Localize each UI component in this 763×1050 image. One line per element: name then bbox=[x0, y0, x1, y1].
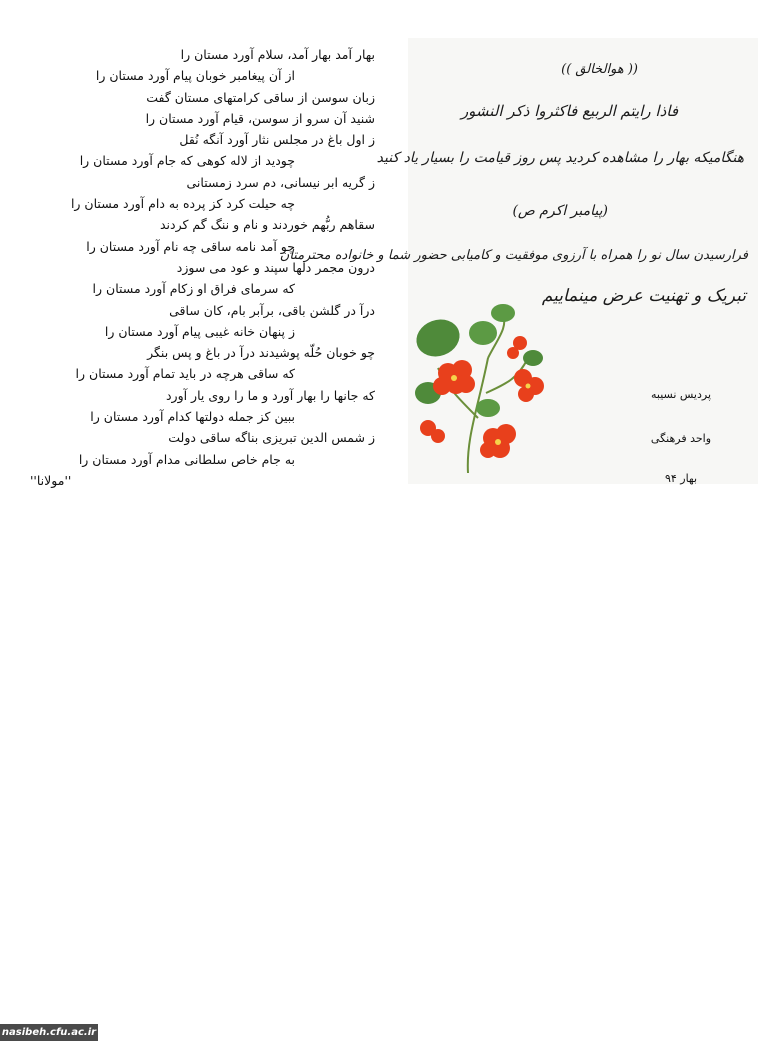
card-verse: فاذا رایتم الربیع فاکثروا ذکر النشور bbox=[460, 102, 678, 120]
poem-line: چه حیلت کرد کز پرده به دام آورد مستان را bbox=[70, 196, 295, 212]
card-congrats: تبریک و تهنیت عرض مینماییم bbox=[541, 286, 746, 306]
poem-line: چو آمد نامه ساقی چه نام آورد مستان را bbox=[86, 238, 295, 254]
nasturtium-flower-illustration bbox=[408, 298, 563, 478]
poem-line: ز گریه ابر نیسانی، دم سرد زمستانی bbox=[186, 174, 375, 190]
poem-line: شنید آن سرو از سوسن، قیام آورد مستان را bbox=[145, 110, 375, 126]
poem-line: درون مجمر دلها سپند و عود می سوزد bbox=[176, 259, 375, 275]
poem-line: ز شمس الدین تبریزی بناگه ساقی دولت bbox=[168, 430, 375, 446]
signature-date: بهار ۹۴ bbox=[664, 472, 698, 485]
poem-line: درآ در گلشن باقی، برآبر بام، کان ساقی bbox=[169, 302, 375, 318]
poem-line: از آن پیغامبر خوبان پیام آورد مستان را bbox=[95, 68, 295, 84]
poem-line: ببین کز جمله دولتها کدام آورد مستان را bbox=[90, 409, 295, 425]
poem-line: بهار آمد بهار آمد، سلام آورد مستان را bbox=[180, 47, 375, 62]
signature-name: پردیس نسیبه bbox=[650, 388, 712, 401]
poem-line: که ساقی هرچه در باید تمام آورد مستان را bbox=[75, 366, 295, 382]
poem-line: سقاهم ربُّهم خوردند و نام و ننگ گم کردند bbox=[160, 217, 375, 233]
card-wish: فرارسیدن سال نو را همراه با آرزوی موفقیت و کامیابی حضور شما و خانواده محترمتان bbox=[279, 248, 748, 263]
poem-author: ''مولانا'' bbox=[30, 472, 72, 488]
poem-line: زبان سوسن از ساقی کرامتهای مستان گفت bbox=[146, 89, 375, 105]
poem-line: که جانها را بهار آورد و ما را روی یار آورد bbox=[165, 387, 375, 403]
poem-line: ز پنهان خانه غیبی پیام آورد مستان را bbox=[104, 323, 295, 339]
card-hadith: هنگامیکه بهار را مشاهده کردید پس روز قیامت را بسیار یاد کنید bbox=[376, 150, 744, 166]
card-heading: (( هوالخالق )) bbox=[561, 62, 638, 77]
poem-line: چودید از لاله کوهی که جام آورد مستان را bbox=[79, 153, 295, 169]
poem-line: به جام خاص سلطانی مدام آورد مستان را bbox=[78, 451, 295, 467]
poem-column bbox=[30, 44, 375, 491]
signature-unit: واحد فرهنگی bbox=[650, 432, 712, 445]
site-footer-link[interactable]: nasibeh.cfu.ac.ir bbox=[0, 1024, 98, 1041]
card-attribution: (پیامبر اکرم ص) bbox=[512, 203, 608, 219]
poem-line: ز اول باغ در مجلس نثار آورد آنگه نُقل bbox=[179, 132, 375, 148]
poem-line: چو خوبان حُلّه پوشیدند درآ در باغ و پس بنگر bbox=[147, 345, 375, 361]
poem-line: که سرمای فراق او زکام آورد مستان را bbox=[92, 281, 295, 297]
